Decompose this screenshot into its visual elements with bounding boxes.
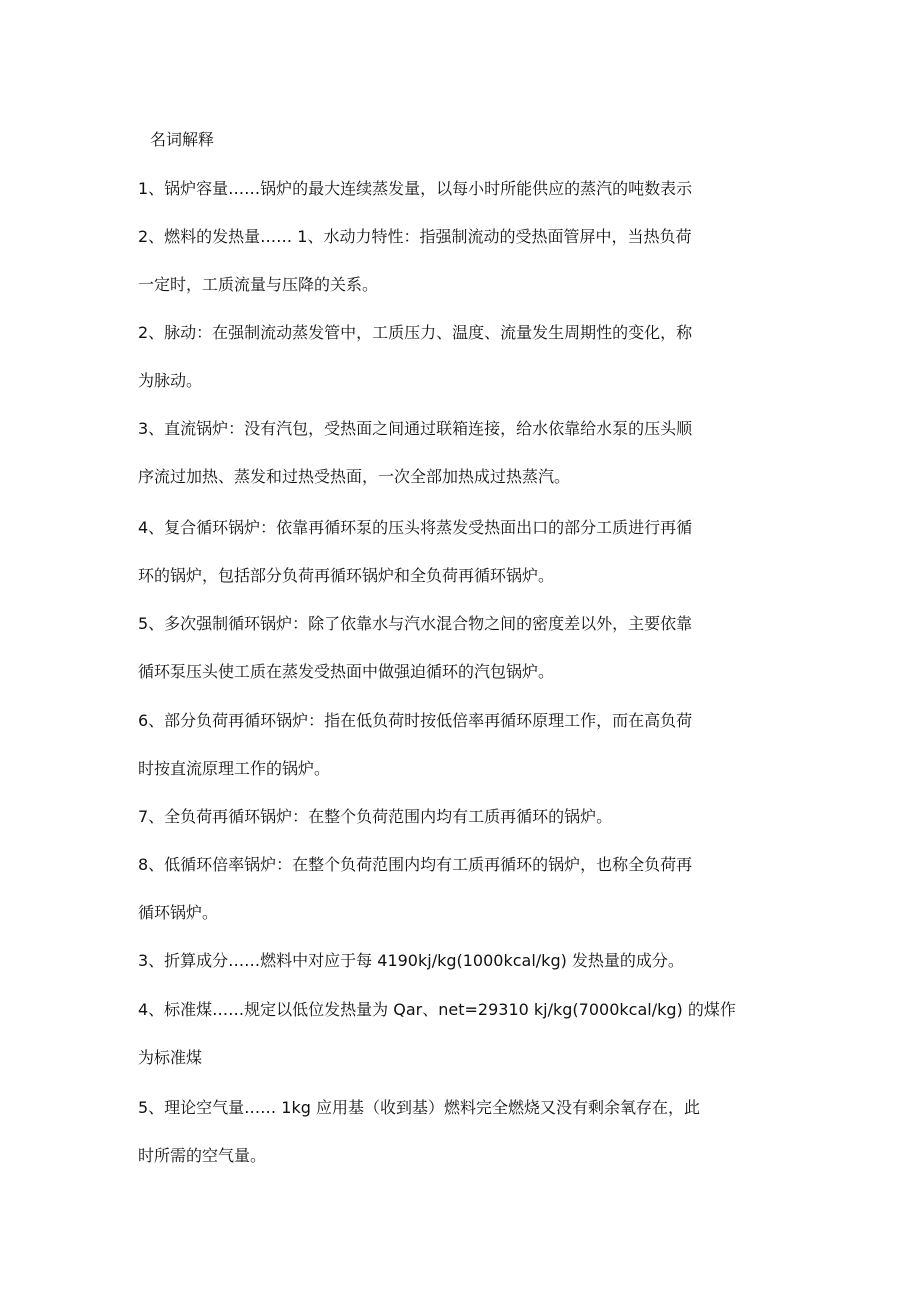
text-line: 循环锅炉。 [138, 903, 219, 922]
text-line: 3、折算成分……燃料中对应于每 4190kj/kg(1000kcal/kg) 发热量的成分。 [138, 951, 684, 970]
text-line: 4、标准煤……规定以低位发热量为 Qar、net=29310 kj/kg(7000kcal/kg) 的煤作 [138, 1000, 736, 1019]
text-line: 6、部分负荷再循环锅炉：指在低负荷时按低倍率再循环原理工作，而在高负荷 [138, 711, 693, 730]
text-line: 一定时，工质流量与压降的关系。 [138, 275, 379, 294]
text-line: 3、直流锅炉：没有汽包，受热面之间通过联箱连接，给水依靠给水泵的压头顺 [138, 419, 693, 438]
text-line: 2、燃料的发热量…… 1、水动力特性：指强制流动的受热面管屏中，当热负荷 [138, 227, 692, 246]
page-title: 名词解释 [150, 130, 215, 149]
text-line: 为标准煤 [138, 1048, 203, 1067]
text-line: 5、多次强制循环锅炉：除了依靠水与汽水混合物之间的密度差以外，主要依靠 [138, 614, 693, 633]
text-line: 环的锅炉，包括部分负荷再循环锅炉和全负荷再循环锅炉。 [138, 566, 555, 585]
text-line: 序流过加热、蒸发和过热受热面，一次全部加热成过热蒸汽。 [138, 467, 571, 486]
text-line: 1、锅炉容量……锅炉的最大连续蒸发量，以每小时所能供应的蒸汽的吨数表示 [138, 179, 693, 198]
text-line: 4、复合循环锅炉：依靠再循环泵的压头将蒸发受热面出口的部分工质进行再循 [138, 518, 693, 537]
text-line: 5、理论空气量…… 1kg 应用基（收到基）燃料完全燃烧又没有剩余氧存在，此 [138, 1098, 700, 1117]
text-line: 2、脉动：在强制流动蒸发管中，工质压力、温度、流量发生周期性的变化，称 [138, 323, 693, 342]
text-line: 8、低循环倍率锅炉：在整个负荷范围内均有工质再循环的锅炉，也称全负荷再 [138, 855, 693, 874]
text-line: 循环泵压头使工质在蒸发受热面中做强迫循环的汽包锅炉。 [138, 662, 555, 681]
text-line: 时按直流原理工作的锅炉。 [138, 759, 331, 778]
text-line: 为脉动。 [138, 371, 203, 390]
text-line: 时所需的空气量。 [138, 1146, 267, 1165]
text-line: 7、全负荷再循环锅炉：在整个负荷范围内均有工质再循环的锅炉。 [138, 807, 613, 826]
